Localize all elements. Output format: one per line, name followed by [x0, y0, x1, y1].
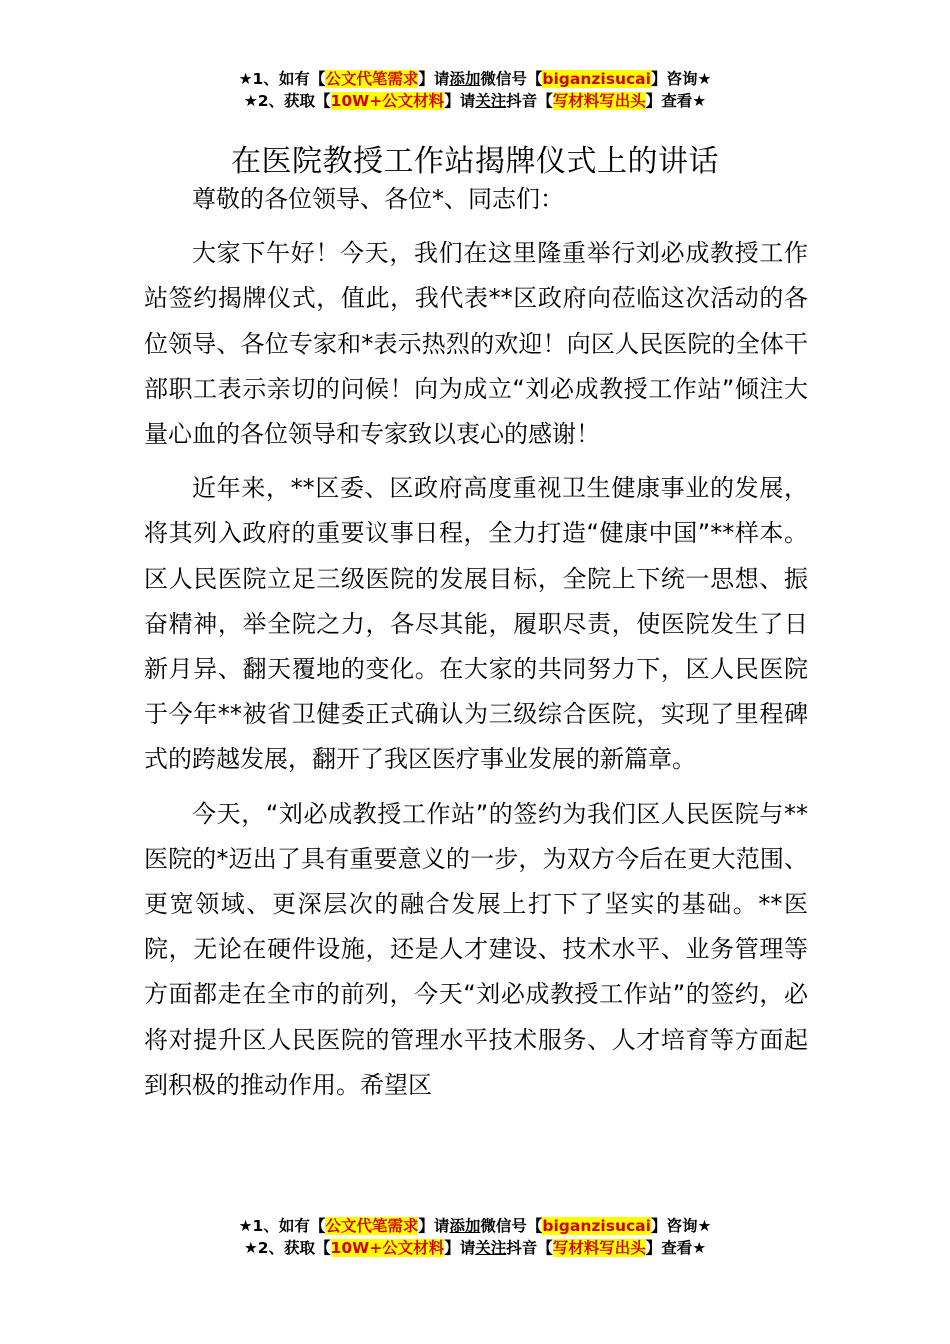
document-title: 在医院教授工作站揭牌仪式上的讲话 [231, 144, 719, 180]
promo-highlight: biganzisucai [542, 70, 651, 88]
promo-text: 抖音【 [506, 1239, 553, 1257]
promo-text: ★2、获取【 [243, 1239, 331, 1257]
promo-text: 】咨询★ [650, 1217, 712, 1235]
promo-text: 微信号【 [480, 70, 543, 88]
paragraph: 今天，“刘必成教授工作站”的签约为我们区人民医院与**医院的*迈出了具有重要意义的一步，为双方今后在更大范围、更宽领域、更深层次的融合发展上打下了坚实的基础。**医院，无论在硬件设施，还是人才建设、技术水平、业务管理等方面都走在全市的前列，今天“刘必成教授工作站”的签约，必将对提升区人民医院的管理水平技术服务、人才培育等方面起到积极的推动作用。希望区 [144, 799, 808, 1099]
promo-text: ★2、获取【 [243, 92, 331, 110]
salutation: 尊敬的各位领导、各位*、同志们： [192, 185, 564, 213]
promo-highlight: 10W+公文材料 [330, 1239, 445, 1257]
promo-text: 】查看★ [645, 1239, 707, 1257]
promo-highlight: 写材料写出头 [552, 1239, 646, 1257]
document-body [144, 177, 808, 1117]
promo-highlight: 公文代笔需求 [325, 70, 419, 88]
promo-notice-bottom [0, 1215, 950, 1259]
promo-text: ★1、如有【 [238, 70, 326, 88]
promo-line-1 [0, 68, 950, 90]
paragraph: 大家下午好！今天，我们在这里隆重举行刘必成教授工作站签约揭牌仪式，值此，我代表**区政府向莅临这次活动的各位领导、各位专家和*表示热烈的欢迎！向区人民医院的全体干部职工表示亲切的问候！向为成立“刘必成教授工作站”倾注大量心血的各位领导和专家致以衷心的感谢！ [144, 239, 808, 449]
promo-line-2 [0, 1237, 950, 1259]
promo-line-1 [0, 1215, 950, 1237]
promo-text: 】请 [418, 70, 450, 88]
promo-underlined: 添加 [449, 70, 481, 88]
promo-text: 】咨询★ [650, 70, 712, 88]
promo-highlight: 写材料写出头 [552, 92, 646, 110]
promo-underlined: 添加 [449, 1217, 481, 1235]
promo-line-2 [0, 90, 950, 112]
promo-highlight: biganzisucai [542, 1217, 651, 1235]
promo-text: 】查看★ [645, 92, 707, 110]
promo-highlight: 10W+公文材料 [330, 92, 445, 110]
promo-text: 抖音【 [506, 92, 553, 110]
paragraph: 近年来，**区委、区政府高度重视卫生健康事业的发展，将其列入政府的重要议事日程，全力打造“健康中国”**样本。区人民医院立足三级医院的发展目标，全院上下统一思想、振奋精神，举全院之力，各尽其能，履职尽责，使医院发生了日新月异、翻天覆地的变化。在大家的共同努力下，区人民医院于今年**被省卫健委正式确认为三级综合医院，实现了里程碑式的跨越发展，翻开了我区医疗事业发展的新篇章。 [144, 474, 808, 774]
promo-text: 】请 [418, 1217, 450, 1235]
promo-text: ★1、如有【 [238, 1217, 326, 1235]
promo-notice-top [0, 68, 950, 112]
promo-text: 】请 [444, 92, 476, 110]
promo-underlined: 关注 [475, 92, 507, 110]
promo-text: 】请 [444, 1239, 476, 1257]
promo-highlight: 公文代笔需求 [325, 1217, 419, 1235]
promo-text: 微信号【 [480, 1217, 543, 1235]
promo-underlined: 关注 [475, 1239, 507, 1257]
